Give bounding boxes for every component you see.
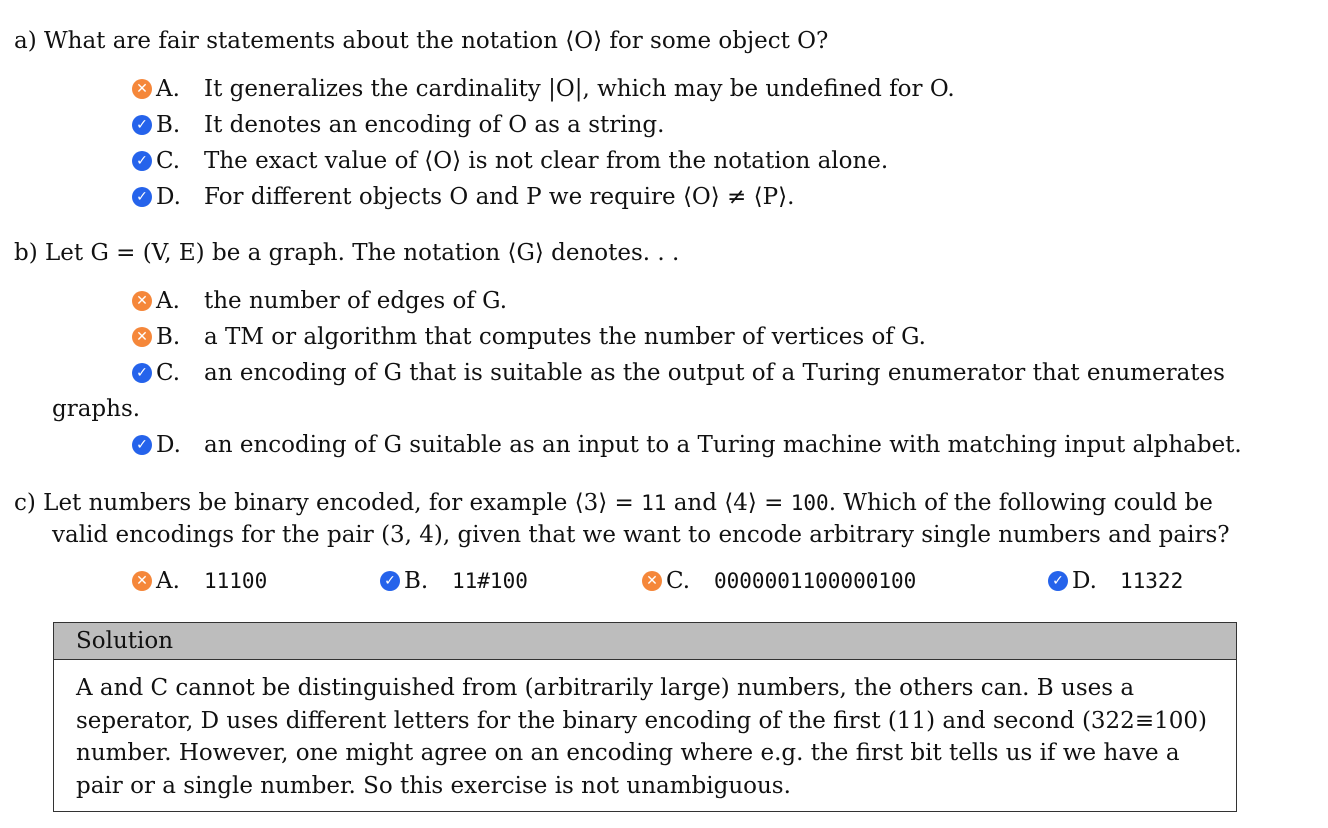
- option-text: an encoding of G suitable as an input to a Turing machine with matching input alphabet.: [204, 432, 1242, 458]
- check-icon: ✓: [132, 187, 152, 207]
- option-letter: B.: [156, 324, 181, 350]
- option-code: 11100: [204, 569, 268, 593]
- question-c-post: . Which of the following could be: [828, 490, 1213, 516]
- option-c-C[interactable]: [642, 568, 916, 594]
- solution-line: seperator, D uses different letters for the binary encoding of the first (11) and second (322≡100): [76, 707, 1207, 734]
- option-text: the number of edges of G.: [204, 288, 508, 314]
- solution-line: number. However, one might agree on an encoding where e.g. the first bit tells us if we have a: [76, 740, 1180, 766]
- check-icon: ✓: [132, 435, 152, 455]
- option-letter: C.: [666, 568, 691, 594]
- option-letter: B.: [404, 568, 429, 594]
- option-a-B[interactable]: [132, 112, 664, 138]
- x-icon: ✕: [132, 327, 152, 347]
- option-text: It denotes an encoding of O as a string.: [204, 112, 665, 138]
- option-text: The exact value of ⟨O⟩ is not clear from the notation alone.: [204, 148, 889, 174]
- question-c-line2: valid encodings for the pair (3, 4), given that we want to encode arbitrary single numbers and pairs?: [52, 522, 1230, 548]
- check-icon: ✓: [132, 363, 152, 383]
- question-c-pre: c) Let numbers be binary encoded, for example ⟨3⟩ =: [14, 490, 642, 516]
- option-letter: C.: [156, 360, 181, 386]
- option-letter: D.: [1072, 568, 1097, 594]
- question-c-line1: [14, 490, 1213, 516]
- option-code: 11#100: [452, 569, 528, 593]
- option-b-A[interactable]: [132, 288, 507, 314]
- option-b-C[interactable]: [132, 360, 1225, 386]
- question-b: b) Let G = (V, E) be a graph. The notation ⟨G⟩ denotes. . .: [14, 240, 680, 266]
- check-icon: ✓: [380, 571, 400, 591]
- option-letter: A.: [156, 76, 180, 102]
- option-code: 11322: [1120, 569, 1184, 593]
- solution-line: pair or a single number. So this exercise is not unambiguous.: [76, 772, 791, 799]
- option-letter: C.: [156, 148, 181, 174]
- solution-header: Solution: [54, 623, 1236, 660]
- solution-body: [54, 660, 1236, 802]
- code-three: 11: [641, 491, 667, 515]
- option-c-A[interactable]: [132, 568, 267, 594]
- option-letter: B.: [156, 112, 181, 138]
- option-a-C[interactable]: [132, 148, 888, 174]
- option-c-B[interactable]: [380, 568, 528, 594]
- option-text: a TM or algorithm that computes the number of vertices of G.: [204, 324, 926, 350]
- option-b-C-continuation: graphs.: [52, 396, 141, 422]
- solution-line: A and C cannot be distinguished from (arbitrarily large) numbers, the others can. B uses a: [76, 675, 1135, 701]
- option-letter: D.: [156, 184, 181, 210]
- solution-box: [53, 622, 1237, 812]
- code-four: 100: [790, 491, 829, 515]
- option-letter: A.: [156, 288, 180, 314]
- option-b-B[interactable]: [132, 324, 926, 350]
- check-icon: ✓: [132, 151, 152, 171]
- question-c-mid: and ⟨4⟩ =: [666, 490, 791, 516]
- option-b-D[interactable]: [132, 432, 1242, 458]
- x-icon: ✕: [132, 571, 152, 591]
- option-text: an encoding of G that is suitable as the output of a Turing enumerator that enumerates: [204, 360, 1225, 386]
- check-icon: ✓: [132, 115, 152, 135]
- x-icon: ✕: [642, 571, 662, 591]
- option-letter: A.: [156, 568, 180, 594]
- check-icon: ✓: [1048, 571, 1068, 591]
- x-icon: ✕: [132, 79, 152, 99]
- option-c-D[interactable]: [1048, 568, 1183, 594]
- question-a: a) What are fair statements about the notation ⟨O⟩ for some object O?: [14, 28, 829, 54]
- option-text: For different objects O and P we require ⟨O⟩ ≠ ⟨P⟩.: [204, 184, 795, 210]
- option-a-D[interactable]: [132, 184, 794, 210]
- option-code: 0000001100000100: [714, 569, 917, 593]
- option-a-A[interactable]: [132, 76, 955, 102]
- option-letter: D.: [156, 432, 181, 458]
- x-icon: ✕: [132, 291, 152, 311]
- option-text: It generalizes the cardinality |O|, which may be undefined for O.: [204, 76, 955, 102]
